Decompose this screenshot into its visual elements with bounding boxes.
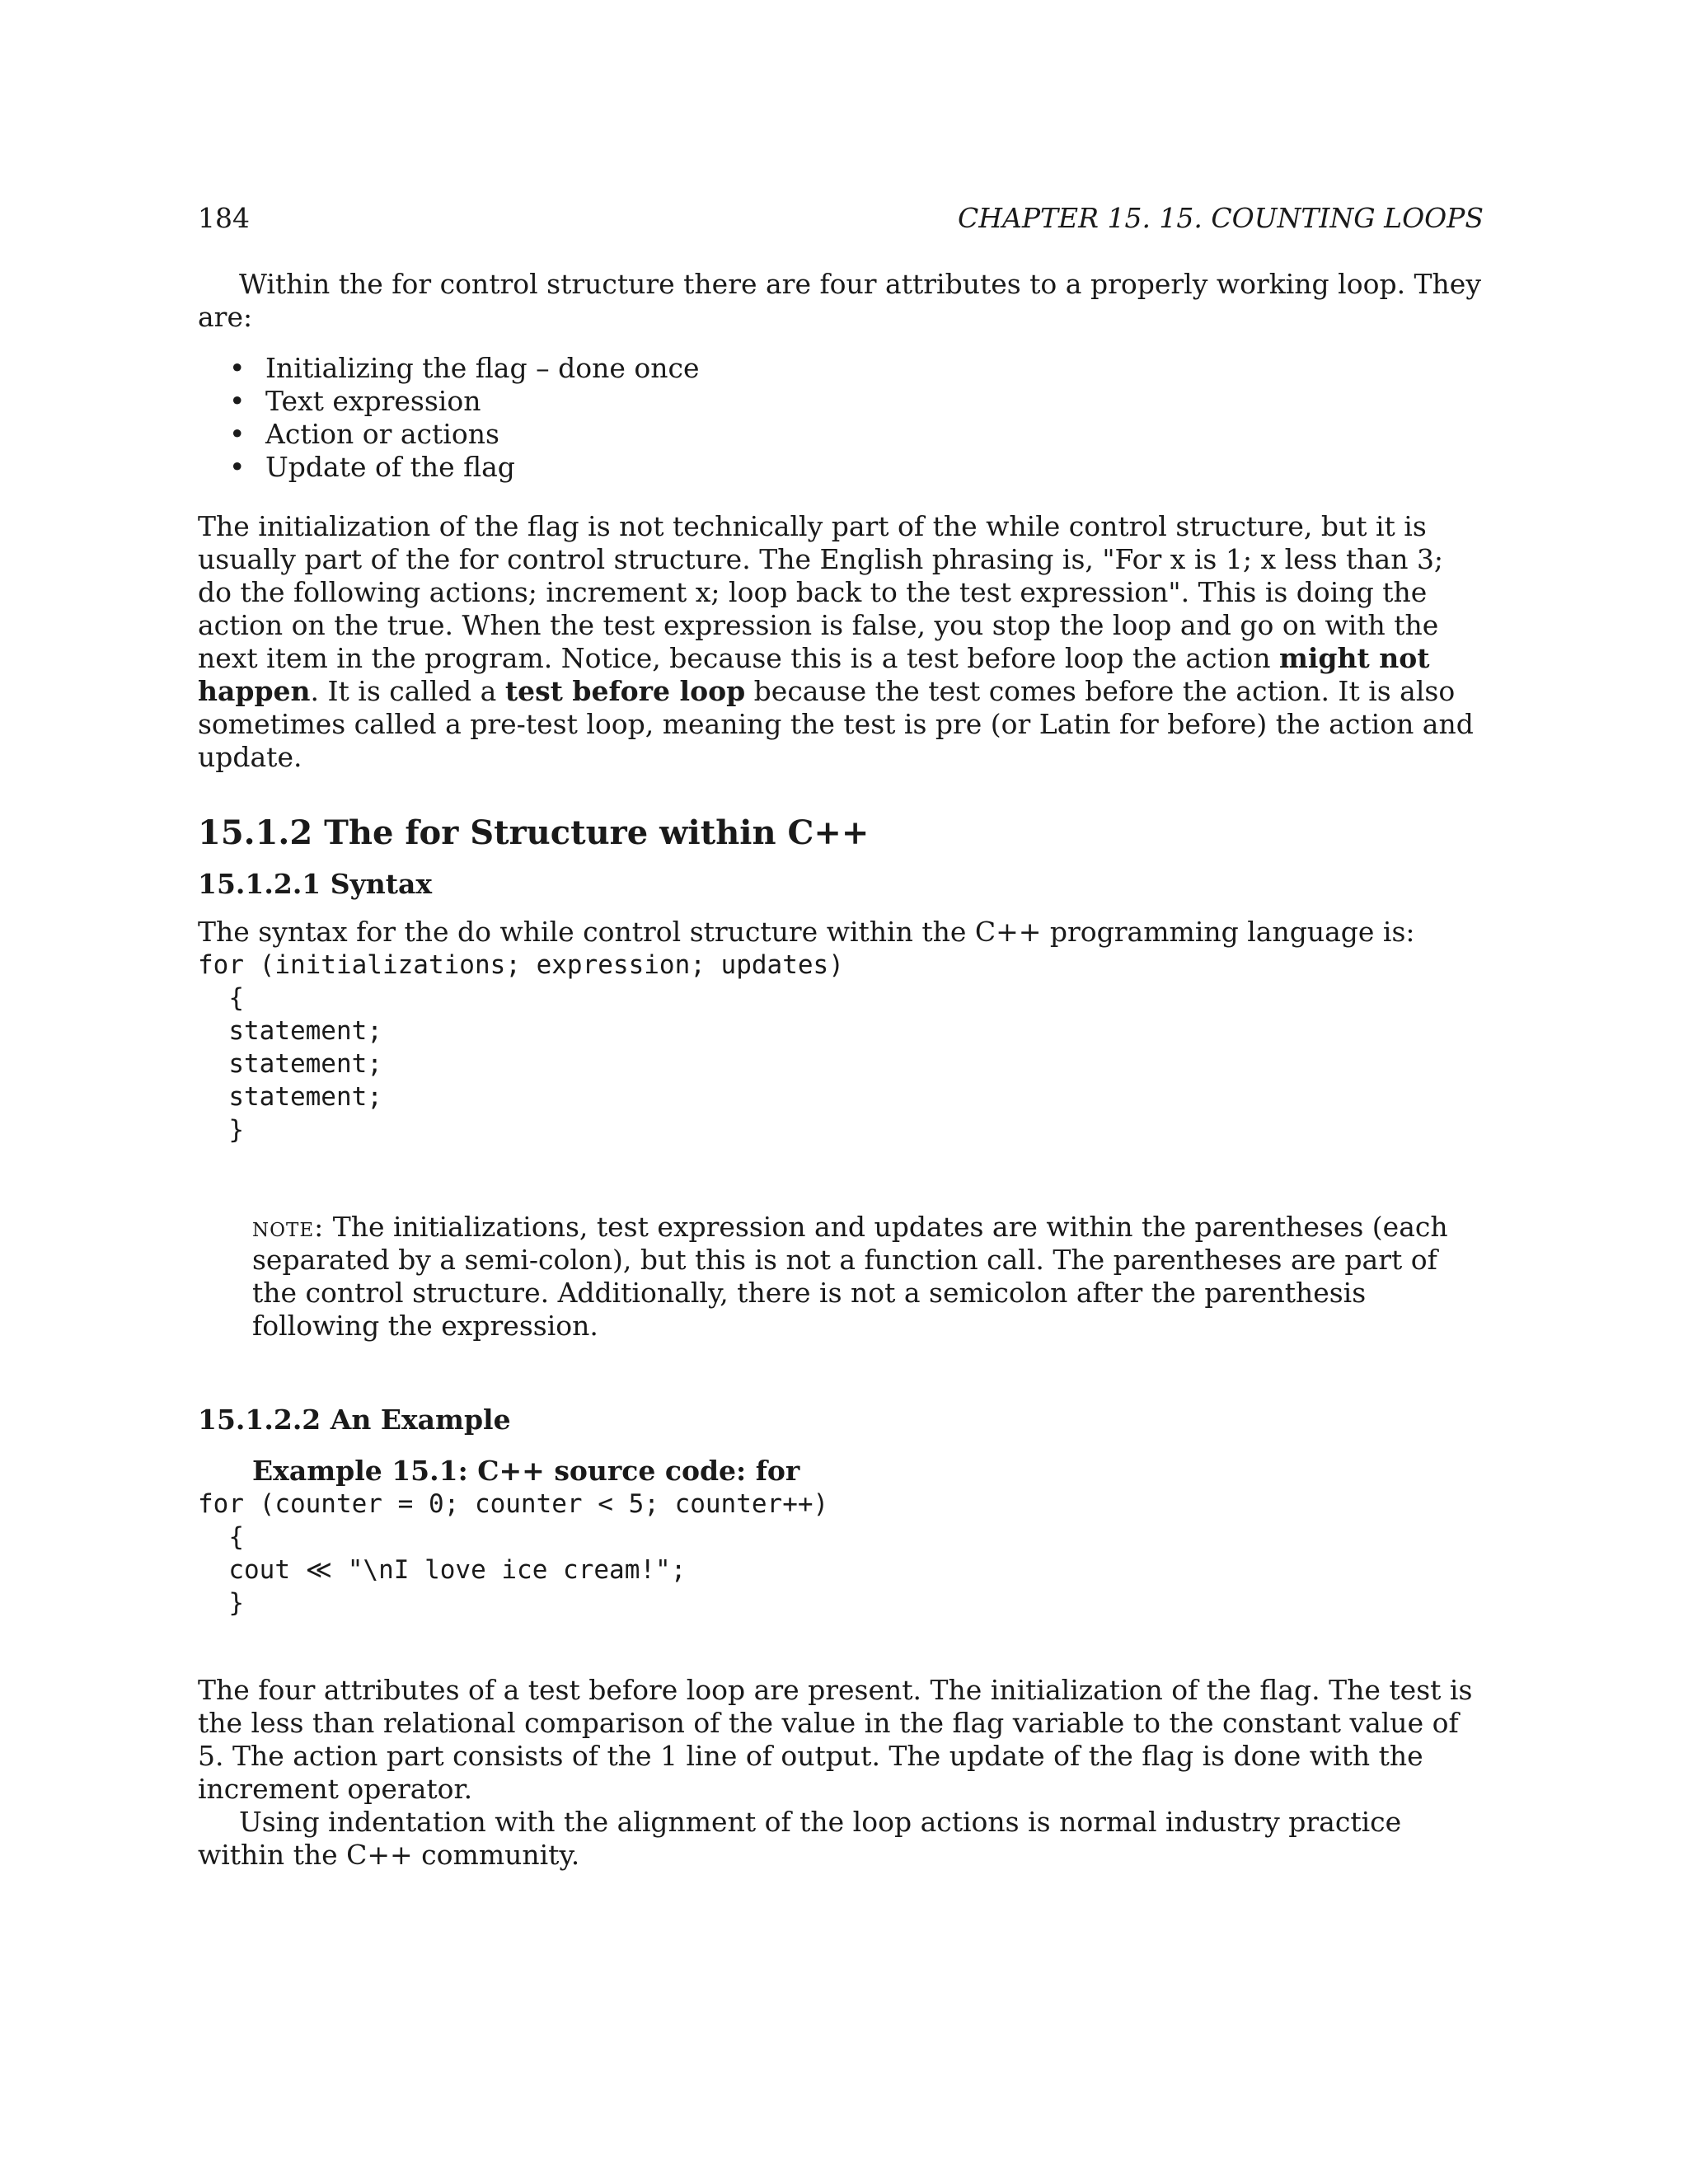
- body-paragraph: The four attributes of a test before loop are present. The initialization of the flag. The test is the less than relational comparison of the value in the flag variable to the constant value of 5. The action part consists of the 1 line of output. The update of the flag is done with the increment operator.: [198, 1674, 1473, 1805]
- page-number: 184: [198, 202, 250, 234]
- subsection-heading-syntax: 15.1.2.1 Syntax: [198, 868, 433, 900]
- emphasis: test before loop: [504, 675, 746, 707]
- body-paragraph: The initialization of the flag is not technically part of the while control structure, but it is usually part of the for control structure. The English phrasing is, "For x is 1; x less than 3; do the following actions; increment x; loop back to the test expression". This is doing the action on the true. When the test expression is false, you stop the loop and go on with the next item in the program. Notice, because this is a test before loop the action might not happen. It is called a test before loop because the test comes before the action. It is also sometimes called a pre-test loop, meaning the test is pre (or Latin for before) the action and update.: [198, 510, 1474, 773]
- bullet-icon: •: [229, 352, 246, 384]
- example-code-block: for (counter = 0; counter < 5; counter++) { cout ≪ "\nI love ice cream!"; }: [198, 1489, 829, 1618]
- syntax-intro: The syntax for the do while control structure within the C++ programming language is:: [198, 916, 1415, 948]
- syntax-code-block: for (initializations; expression; updates) { statement; statement; statement; }: [198, 950, 844, 1145]
- document-page: [198, 202, 1484, 1872]
- list-item: • Text expression: [229, 385, 481, 417]
- bullet-icon: •: [229, 418, 246, 450]
- bullet-icon: •: [229, 385, 246, 417]
- note-text: The initializations, test expression and updates are within the parentheses (each separated by a semi-colon), but this is not a function call. The parentheses are part of the control structure. Additionally, there is not a semicolon after the parenthesis following the expression.: [252, 1211, 1448, 1342]
- body-paragraph: Using indentation with the alignment of the loop actions is normal industry practice within the C++ community.: [198, 1806, 1402, 1871]
- note-block: [252, 1211, 1484, 1343]
- intro-paragraph: Within the for control structure there are four attributes to a properly working loop. They are:: [198, 268, 1481, 333]
- running-head: CHAPTER 15. 15. COUNTING LOOPS: [957, 202, 1484, 234]
- note-label: note:: [252, 1211, 325, 1243]
- example-caption: Example 15.1: C++ source code: for: [252, 1455, 800, 1487]
- list-item: • Action or actions: [229, 418, 499, 450]
- attribute-list: [198, 352, 1484, 484]
- subsection-heading-example: 15.1.2.2 An Example: [198, 1404, 511, 1436]
- section-heading: 15.1.2 The for Structure within C++: [198, 813, 870, 852]
- emphasis: might not happen: [198, 642, 1430, 707]
- list-item: • Update of the flag: [229, 451, 515, 483]
- bullet-icon: •: [229, 451, 246, 483]
- list-item: • Initializing the flag – done once: [229, 352, 700, 384]
- page-header: [198, 202, 1484, 243]
